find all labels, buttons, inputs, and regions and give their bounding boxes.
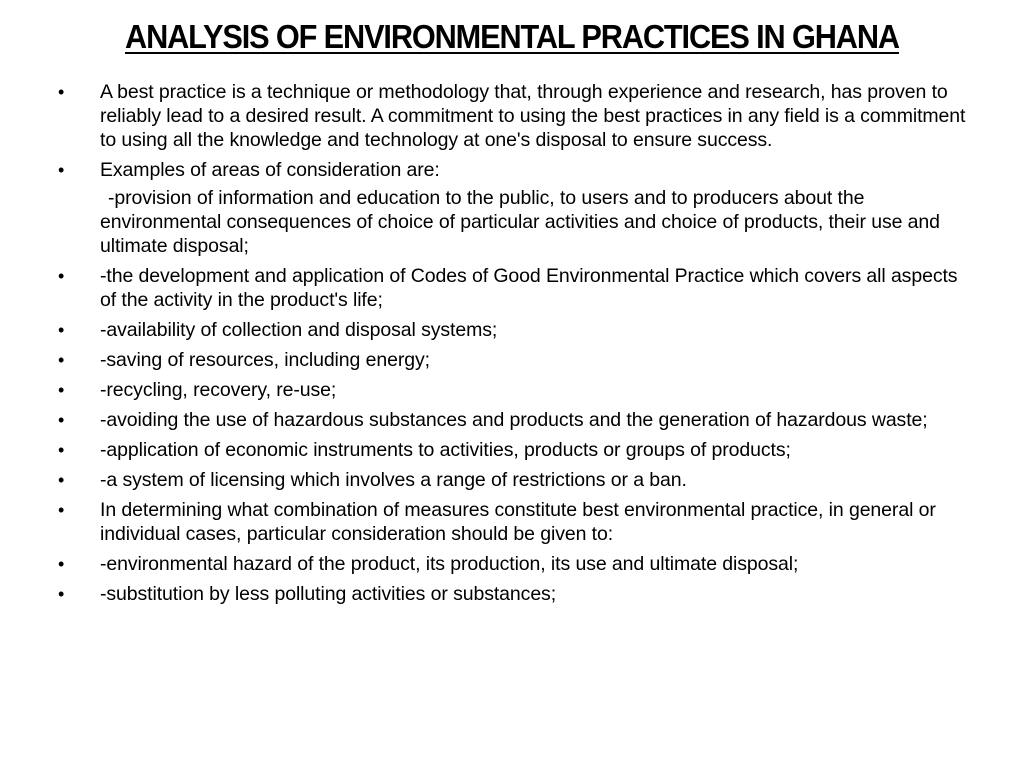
- sub-item: [58, 186, 978, 258]
- bullet-item: [58, 264, 978, 312]
- bullet-icon: •: [58, 470, 65, 490]
- bullet-text: -the development and application of Codes of Good Environmental Practice which covers all aspects of the activity in the product's life;: [100, 265, 958, 311]
- bullet-item: [58, 348, 978, 372]
- bullet-icon: •: [58, 350, 65, 370]
- bullet-item: [58, 498, 978, 546]
- bullet-text: -avoiding the use of hazardous substances and products and the generation of hazardous waste;: [100, 409, 928, 431]
- bullet-item: [58, 582, 978, 606]
- bullet-item: [58, 408, 978, 432]
- bullet-item: [58, 552, 978, 576]
- bullet-text: -saving of resources, including energy;: [100, 349, 430, 371]
- bullet-text: Examples of areas of consideration are:: [100, 159, 440, 181]
- bullet-text: -environmental hazard of the product, its production, its use and ultimate disposal;: [100, 553, 799, 575]
- bullet-item: [58, 438, 978, 462]
- bullet-item: [58, 80, 978, 152]
- bullet-text: In determining what combination of measures constitute best environmental practice, in general or individual cases, particular consideration should be given to:: [100, 499, 936, 545]
- bullet-text: -availability of collection and disposal systems;: [100, 319, 498, 341]
- bullet-icon: •: [58, 380, 65, 400]
- bullet-item: [58, 318, 978, 342]
- bullet-icon: •: [58, 584, 65, 604]
- bullet-text: -a system of licensing which involves a range of restrictions or a ban.: [100, 469, 687, 491]
- bullet-text: -provision of information and education to the public, to users and to producers about the environmental consequences of choice of particular activities and choice of products, their use and ultimate disposal;: [100, 187, 940, 257]
- bullet-text: -substitution by less polluting activities or substances;: [100, 583, 557, 605]
- bullet-item: [58, 158, 978, 182]
- bullet-text: -application of economic instruments to activities, products or groups of products;: [100, 439, 791, 461]
- bullet-list: [58, 80, 978, 612]
- bullet-item: [58, 468, 978, 492]
- bullet-icon: •: [58, 266, 65, 286]
- bullet-icon: •: [58, 440, 65, 460]
- bullet-text: A best practice is a technique or methodology that, through experience and research, has proven to reliably lead to a desired result. A commitment to using the best practices in any field is a commitment to using all the knowledge and technology at one's disposal to ensure success.: [100, 81, 966, 151]
- bullet-text: -recycling, recovery, re-use;: [100, 379, 337, 401]
- slide-title: ANALYSIS OF ENVIRONMENTAL PRACTICES IN GHANA: [125, 18, 899, 55]
- bullet-icon: •: [58, 554, 65, 574]
- bullet-icon: •: [58, 160, 65, 180]
- bullet-icon: •: [58, 500, 65, 520]
- bullet-icon: •: [58, 410, 65, 430]
- bullet-item: [58, 378, 978, 402]
- bullet-icon: •: [58, 82, 65, 102]
- bullet-icon: •: [58, 320, 65, 340]
